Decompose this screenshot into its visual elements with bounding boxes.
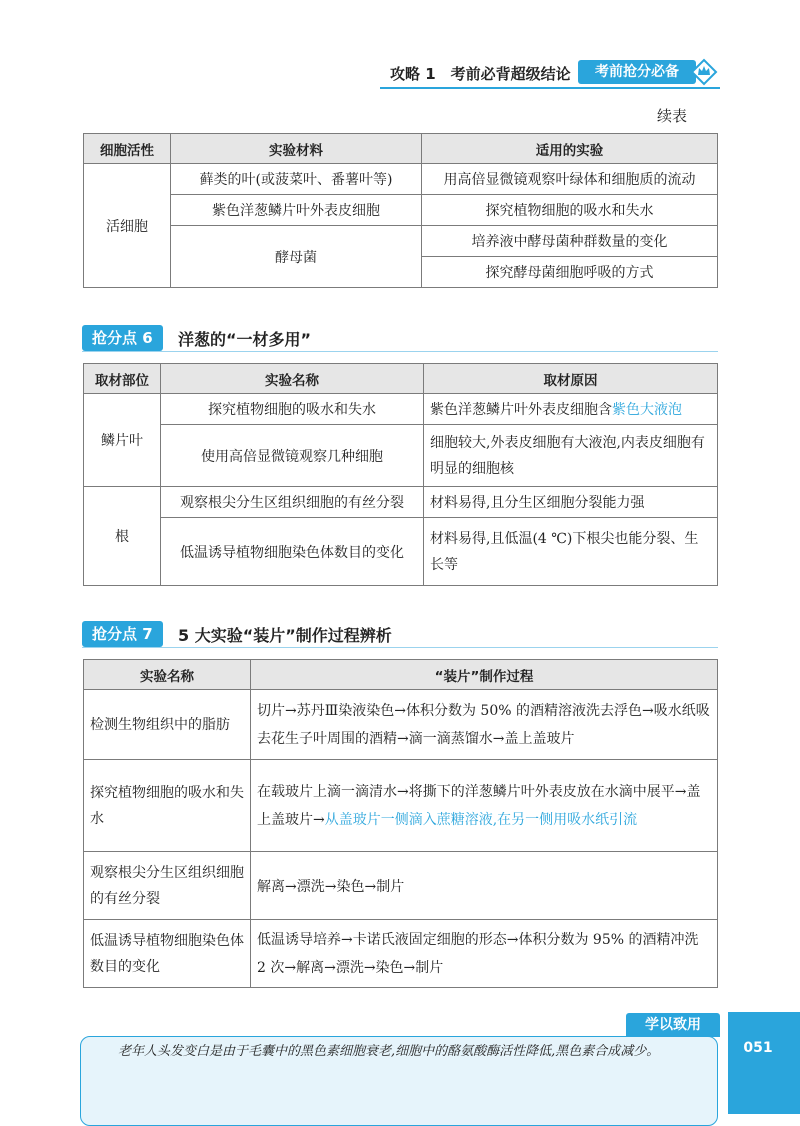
table-cell: 低温诱导植物细胞染色体数目的变化 [84, 920, 251, 988]
table-cell: 切片→苏丹Ⅲ染液染色→体积分数为 50% 的酒精溶液洗去浮色→吸水纸吸去花生子叶周围的酒精→滴一滴蒸馏水→盖上盖玻片 [251, 690, 718, 760]
table-cell-materials [83, 133, 718, 288]
table-cell [251, 760, 718, 852]
table-cell: 紫色洋葱鳞片叶外表皮细胞 [171, 195, 422, 226]
table-cell: 低温诱导培养→卡诺氏液固定细胞的形态→体积分数为 95% 的酒精冲洗 2 次→解离→漂洗→染色→制片 [251, 920, 718, 988]
table-header: 适用的实验 [422, 134, 718, 164]
table-cell: 使用高倍显微镜观察几种细胞 [161, 425, 424, 487]
process-text: 在载玻片上滴一滴清水→将撕下的洋葱鳞片叶外表皮放在水滴中展平→盖上盖玻片→ [257, 783, 701, 828]
section-title: 5 大实验“装片”制作过程辨析 [178, 626, 392, 645]
continued-label: 续表 [657, 107, 688, 125]
header-badge: 考前抢分必备 [578, 60, 696, 84]
page-number: 051 [743, 1040, 773, 1056]
section-rule [82, 647, 718, 648]
table-cell: 低温诱导植物细胞染色体数目的变化 [161, 518, 424, 586]
table-header: 实验名称 [161, 364, 424, 394]
table-cell: 观察根尖分生区组织细胞的有丝分裂 [161, 487, 424, 518]
running-title: 攻略 1 考前必背超级结论 [390, 65, 571, 83]
table-header: 实验名称 [84, 660, 251, 690]
header-rule [380, 87, 720, 89]
table-group-cell: 活细胞 [84, 164, 171, 288]
table-header: 取材部位 [84, 364, 161, 394]
table-cell: 材料易得,且分生区细胞分裂能力强 [424, 487, 718, 518]
reason-text: 紫色洋葱鳞片叶外表皮细胞含 [430, 402, 612, 418]
footer-text: 老年人头发变白是由于毛囊中的黑色素细胞衰老,细胞中的酪氨酸酶活性降低,黑色素合成减少。 [92, 1044, 660, 1059]
highlight-text: 从盖玻片一侧滴入蔗糖溶液,在另一侧用吸水纸引流 [324, 811, 638, 828]
section-badge: 抢分点 7 [82, 621, 163, 647]
apply-badge: 学以致用 [626, 1013, 720, 1037]
table-cell: 细胞较大,外表皮细胞有大液泡,内表皮细胞有明显的细胞核 [424, 425, 718, 487]
table-cell: 探究酵母菌细胞呼吸的方式 [422, 257, 718, 288]
table-cell: 探究植物细胞的吸水和失水 [422, 195, 718, 226]
table-cell: 材料易得,且低温(4 ℃)下根尖也能分裂、生长等 [424, 518, 718, 586]
highlight-text: 紫色大液泡 [612, 402, 682, 418]
section-rule [82, 351, 718, 352]
table-group-cell: 根 [84, 487, 161, 586]
table-cell: 用高倍显微镜观察叶绿体和细胞质的流动 [422, 164, 718, 195]
table-header: 实验材料 [171, 134, 422, 164]
table-slide-preparation [83, 659, 718, 988]
table-cell: 探究植物细胞的吸水和失水 [161, 394, 424, 425]
table-cell: 探究植物细胞的吸水和失水 [84, 760, 251, 852]
table-onion-uses [83, 363, 718, 586]
page-tab [728, 1012, 800, 1114]
table-cell: 培养液中酵母菌种群数量的变化 [422, 226, 718, 257]
table-cell: 藓类的叶(或菠菜叶、番薯叶等) [171, 164, 422, 195]
table-cell: 解离→漂洗→染色→制片 [251, 852, 718, 920]
table-cell [424, 394, 718, 425]
table-cell: 酵母菌 [171, 226, 422, 288]
section-title: 洋葱的“一材多用” [178, 330, 312, 349]
table-header: 细胞活性 [84, 134, 171, 164]
section-badge: 抢分点 6 [82, 325, 163, 351]
table-cell: 检测生物组织中的脂肪 [84, 690, 251, 760]
table-header: 取材原因 [424, 364, 718, 394]
table-cell: 观察根尖分生区组织细胞的有丝分裂 [84, 852, 251, 920]
table-group-cell: 鳞片叶 [84, 394, 161, 487]
crown-icon [690, 58, 718, 86]
table-header: “装片”制作过程 [251, 660, 718, 690]
